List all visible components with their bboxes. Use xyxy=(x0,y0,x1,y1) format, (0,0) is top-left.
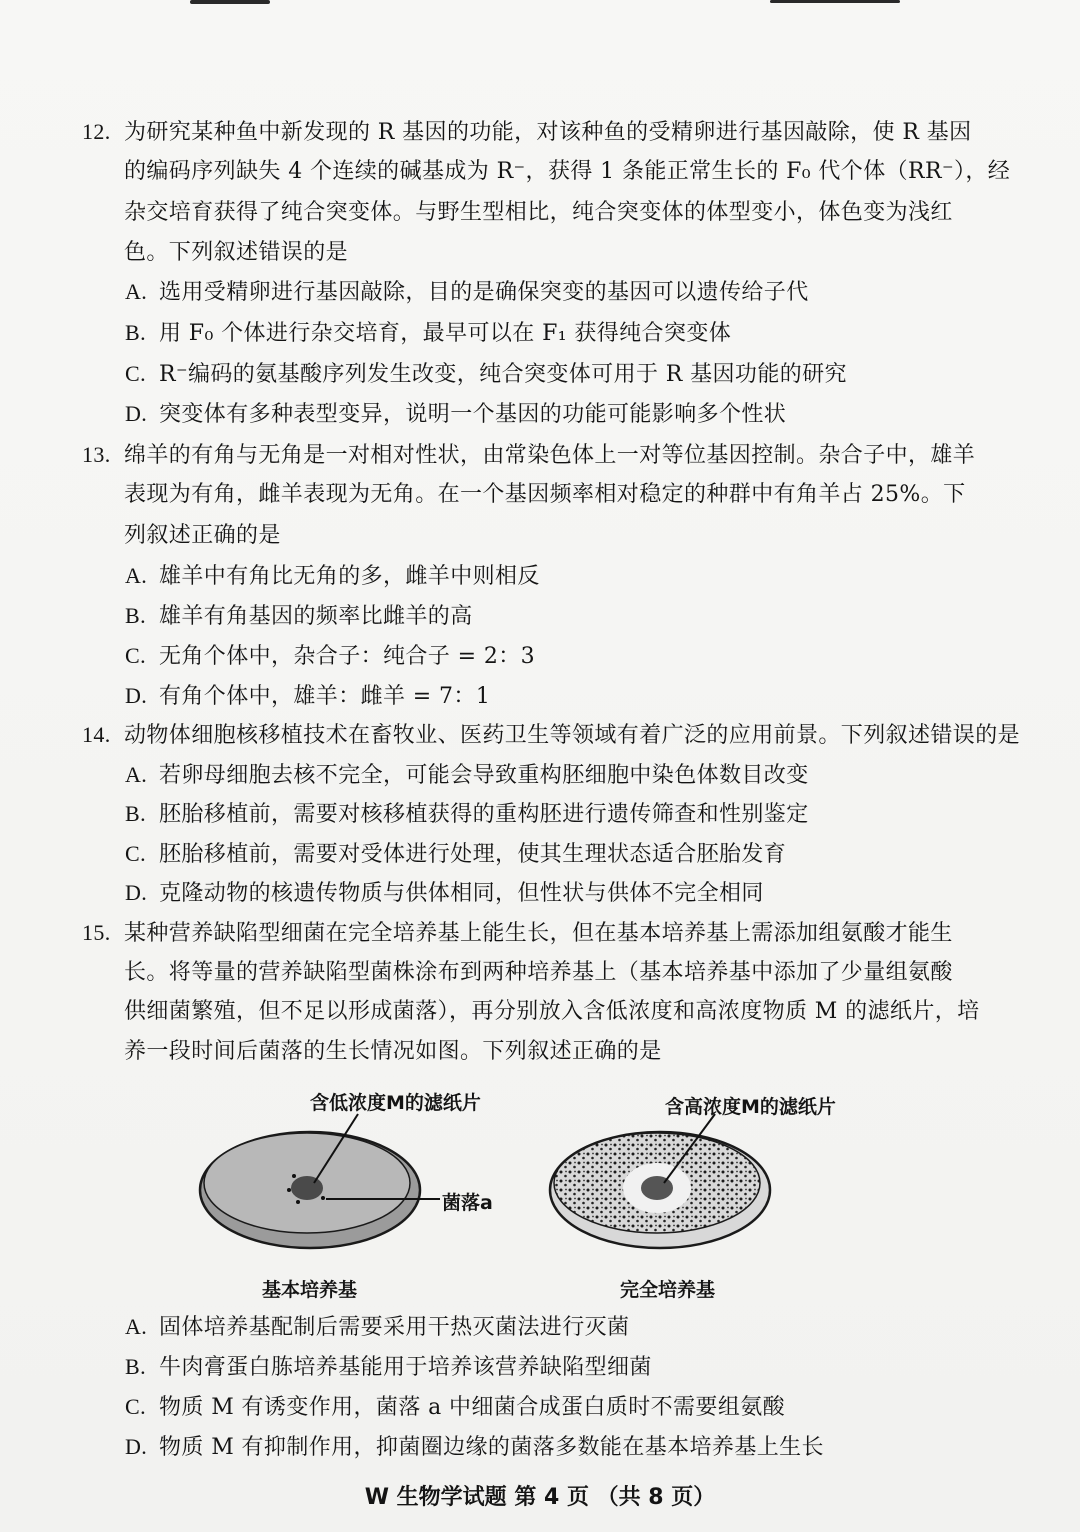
option-text: 若卵母细胞去核不完全，可能会导致重构胚细胞中染色体数目改变 xyxy=(159,763,809,788)
option-text: 有角个体中，雄羊：雌羊 = 7：1 xyxy=(159,684,491,709)
question-14-line xyxy=(82,721,1020,750)
question-13-line xyxy=(82,441,975,470)
option-text: 胚胎移植前，需要对核移植获得的重构胚进行遗传筛查和性别鉴定 xyxy=(159,802,809,827)
option-a xyxy=(125,562,540,591)
question-12-line: 杂交培育获得了纯合突变体。与野生型相比，纯合突变体的体型变小，体色变为浅红 xyxy=(124,200,953,225)
option-label: C. xyxy=(125,361,146,386)
question-12-line: 色。下列叙述错误的是 xyxy=(124,240,349,265)
option-text: 克隆动物的核遗传物质与供体相同，但性状与供体不完全相同 xyxy=(159,881,764,906)
scan-mark xyxy=(770,0,900,3)
filter-paper-low xyxy=(291,1176,323,1200)
basic-medium-dish xyxy=(200,1114,440,1248)
page-footer: W 生物学试题 第 4 页 （共 8 页） xyxy=(364,1485,716,1510)
option-text: 无角个体中，杂合子：纯合子 = 2：3 xyxy=(159,644,536,669)
option-b xyxy=(125,602,473,631)
option-b xyxy=(125,800,809,829)
option-label: B. xyxy=(125,1354,146,1379)
question-12-line xyxy=(82,118,972,147)
label-colony-a: 菌落a xyxy=(442,1192,493,1214)
option-text: 胚胎移植前，需要对受体进行处理，使其生理状态适合胚胎发育 xyxy=(159,842,787,867)
filter-paper-high xyxy=(641,1176,673,1200)
option-label: A. xyxy=(125,563,148,588)
colony-a-dot xyxy=(321,1196,325,1200)
option-label: B. xyxy=(125,320,146,345)
colony-dot xyxy=(296,1200,300,1204)
option-d xyxy=(125,879,764,908)
option-label: C. xyxy=(125,643,146,668)
option-b xyxy=(125,1353,652,1382)
option-label: D. xyxy=(125,683,148,708)
label-low-concentration: 含低浓度M的滤纸片 xyxy=(310,1092,481,1114)
question-text: 某种营养缺陷型细菌在完全培养基上能生长，但在基本培养基上需添加组氨酸才能生 xyxy=(124,921,953,946)
question-13-line: 列叙述正确的是 xyxy=(124,523,281,548)
option-label: B. xyxy=(125,603,146,628)
option-c xyxy=(125,840,786,869)
option-label: D. xyxy=(125,880,148,905)
question-text: 为研究某种鱼中新发现的 R 基因的功能，对该种鱼的受精卵进行基因敲除，使 R 基因 xyxy=(124,120,972,145)
option-d xyxy=(125,682,490,711)
complete-medium-dish xyxy=(550,1114,770,1248)
option-label: A. xyxy=(125,762,148,787)
colony-dot xyxy=(292,1174,296,1178)
option-text: 雄羊有角基因的频率比雌羊的高 xyxy=(159,604,473,629)
option-text: 固体培养基配制后需要采用干热灭菌法进行灭菌 xyxy=(159,1315,630,1340)
option-label: C. xyxy=(125,1394,146,1419)
label-high-concentration: 含高浓度M的滤纸片 xyxy=(665,1096,836,1118)
option-label: D. xyxy=(125,1434,148,1459)
option-text: 选用受精卵进行基因敲除，目的是确保突变的基因可以遗传给子代 xyxy=(159,280,809,305)
question-15-line: 供细菌繁殖，但不足以形成菌落），再分别放入含低浓度和高浓度物质 M 的滤纸片，培 xyxy=(124,999,980,1024)
option-text: 突变体有多种表型变异，说明一个基因的功能可能影响多个性状 xyxy=(159,402,787,427)
option-d xyxy=(125,400,786,429)
option-text: 雄羊中有角比无角的多，雌羊中则相反 xyxy=(159,564,540,589)
question-number: 15. xyxy=(82,920,111,945)
caption-basic-medium: 基本培养基 xyxy=(262,1279,358,1301)
question-text: 动物体细胞核移植技术在畜牧业、医药卫生等领域有着广泛的应用前景。下列叙述错误的是 xyxy=(124,723,1021,748)
option-label: C. xyxy=(125,841,146,866)
option-label: D. xyxy=(125,401,148,426)
option-b xyxy=(125,319,731,348)
option-c xyxy=(125,642,535,671)
option-text: 物质 M 有诱变作用，菌落 a 中细菌合成蛋白质时不需要组氨酸 xyxy=(159,1395,786,1420)
question-number: 14. xyxy=(82,722,111,747)
option-label: A. xyxy=(125,279,148,304)
question-15-line: 长。将等量的营养缺陷型菌株涂布到两种培养基上（基本培养基中添加了少量组氨酸 xyxy=(124,960,953,985)
option-label: A. xyxy=(125,1314,148,1339)
question-number: 13. xyxy=(82,442,111,467)
question-13-line: 表现为有角，雌羊表现为无角。在一个基因频率相对稳定的种群中有角羊占 25%。下 xyxy=(124,482,966,507)
option-a xyxy=(125,761,809,790)
option-text: 物质 M 有抑制作用，抑菌圈边缘的菌落多数能在基本培养基上生长 xyxy=(159,1435,824,1460)
question-text: 绵羊的有角与无角是一对相对性状，由常染色体上一对等位基因控制。杂合子中，雄羊 xyxy=(124,443,976,468)
option-label: B. xyxy=(125,801,146,826)
option-c xyxy=(125,1393,785,1422)
option-c xyxy=(125,360,847,389)
question-15-line xyxy=(82,919,953,948)
scan-mark xyxy=(190,0,270,4)
option-text: R⁻编码的氨基酸序列发生改变，纯合突变体可用于 R 基因功能的研究 xyxy=(159,362,847,387)
option-a xyxy=(125,1313,629,1342)
question-15-line: 养一段时间后菌落的生长情况如图。下列叙述正确的是 xyxy=(124,1039,662,1064)
petri-dish-figure xyxy=(190,1080,890,1310)
colony-dot xyxy=(287,1188,291,1192)
option-d xyxy=(125,1433,824,1462)
option-a xyxy=(125,278,809,307)
question-12-line: 的编码序列缺失 4 个连续的碱基成为 R⁻，获得 1 条能正常生长的 F₀ 代个体（RR⁻），经 xyxy=(124,159,1011,184)
question-number: 12. xyxy=(82,119,111,144)
option-text: 用 F₀ 个体进行杂交培育，最早可以在 F₁ 获得纯合突变体 xyxy=(159,321,732,346)
caption-complete-medium: 完全培养基 xyxy=(620,1279,716,1301)
option-text: 牛肉膏蛋白胨培养基能用于培养该营养缺陷型细菌 xyxy=(159,1355,652,1380)
